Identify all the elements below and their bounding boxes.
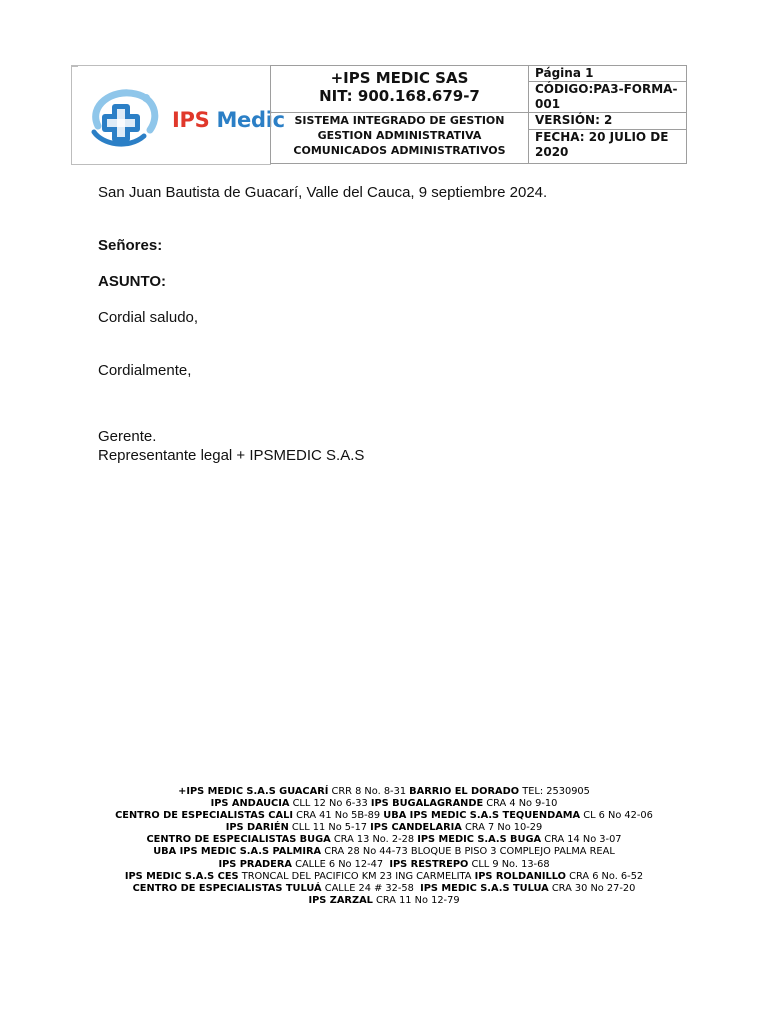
signer-title: Gerente. [98,428,157,445]
footer-address: CRA 13 No. 2-28 [330,834,418,846]
footer-location-name: IPS PRADERA [218,858,292,870]
signer-role: Representante legal + IPSMEDIC S.A.S [98,447,365,464]
footer-line [0,834,768,846]
footer-location-name: IPS DARIÉN [225,822,289,834]
system-line-3: COMUNICADOS ADMINISTRATIVOS [293,144,506,158]
footer-location-name: IPS MEDIC S.A.S BUGA [417,834,542,846]
document-date: FECHA: 20 JULIO DE 2020 [529,129,687,163]
footer-address: CRA 6 No. 6-52 [566,870,644,882]
document-version: VERSIÓN: 2 [529,113,687,129]
footer-location-name: IPS ZARZAL [308,894,373,906]
greeting: Cordial saludo, [98,309,199,326]
footer-line [0,822,768,834]
footer-location-name: IPS CANDELARIA [370,822,462,834]
footer-address: CALLE 24 # 32-58 [321,882,421,894]
footer-line [0,871,768,883]
company-nit: NIT: 900.168.679-7 [319,87,480,105]
ips-medic-logo [84,86,285,150]
footer-location-name: UBA IPS MEDIC S.A.S TEQUENDAMA [383,810,581,822]
footer-location-name: +IPS MEDIC S.A.S GUACARÍ [178,786,329,797]
footer-addresses [0,786,768,907]
page-number: Página 1 [529,66,687,82]
footer-line [0,846,768,858]
document-code: CÓDIGO:PA3-FORMA-001 [529,82,687,113]
footer-address: CLL 12 No 6-33 [289,798,371,810]
company-cell [271,66,529,113]
salutation: Señores: [98,237,163,254]
subject: ASUNTO: [98,273,167,290]
footer-location-name: CENTRO DE ESPECIALISTAS TULUÁ [132,882,322,894]
logo-wordmark [172,108,285,132]
footer-address: CRA 28 No 44-73 BLOQUE B PISO 3 COMPLEJO PALMA REAL [321,846,615,858]
company-name: +IPS MEDIC SAS [330,69,469,87]
place-date: San Juan Bautista de Guacarí, Valle del Cauca, 9 septiembre 2024. [98,184,548,201]
footer-line [0,859,768,871]
footer-address: CRA 41 No 5B-89 [292,810,384,822]
footer-location-name: IPS RESTREPO [389,858,469,870]
footer-location-name: UBA IPS MEDIC S.A.S PALMIRA [153,846,322,858]
closing: Cordialmente, [98,362,192,379]
footer-address: CLL 9 No. 13-68 [468,858,550,870]
footer-address: CALLE 6 No 12-47 [292,858,390,870]
footer-location-name: IPS ANDAUCIA [210,798,290,810]
logo-cell [71,65,285,165]
footer-location-name: BARRIO EL DORADO [409,786,520,797]
footer-address: CL 6 No 42-06 [580,810,653,822]
footer-line [0,798,768,810]
footer-address: CRA 14 No 3-07 [541,834,622,846]
footer-line [0,786,768,798]
footer-location-name: CENTRO DE ESPECIALISTAS BUGA [146,834,331,846]
footer-line [0,810,768,822]
system-line-2: GESTION ADMINISTRATIVA [317,129,482,143]
system-line-1: SISTEMA INTEGRADO DE GESTION [294,114,505,128]
footer-location-name: IPS BUGALAGRANDE [370,798,484,810]
footer-address: CRR 8 No. 8-31 [328,786,410,797]
header-table [270,65,687,164]
footer-address: CLL 11 No 5-17 [288,822,371,834]
footer-location-name: IPS MEDIC S.A.S CES [124,870,239,882]
footer-address: TRONCAL DEL PACIFICO KM 23 ING CARMELITA [238,870,475,882]
footer-address: CRA 4 No 9-10 [483,798,558,810]
footer-location-name: CENTRO DE ESPECIALISTAS CALI [115,810,293,822]
footer-location-name: IPS ROLDANILLO [474,870,567,882]
logo-text-ips: IPS [172,108,210,132]
medical-cross-icon [84,86,164,150]
footer-address: CRA 30 No 27-20 [548,882,636,894]
footer-line [0,895,768,907]
footer-address: TEL: 2530905 [519,786,590,797]
logo-text-medic: Medic [216,108,285,132]
footer-location-name: IPS MEDIC S.A.S TULUA [420,882,549,894]
system-cell [271,113,529,164]
footer-line [0,883,768,895]
footer-address: CRA 11 No 12-79 [372,894,460,906]
footer-address: CRA 7 No 10-29 [461,822,543,834]
